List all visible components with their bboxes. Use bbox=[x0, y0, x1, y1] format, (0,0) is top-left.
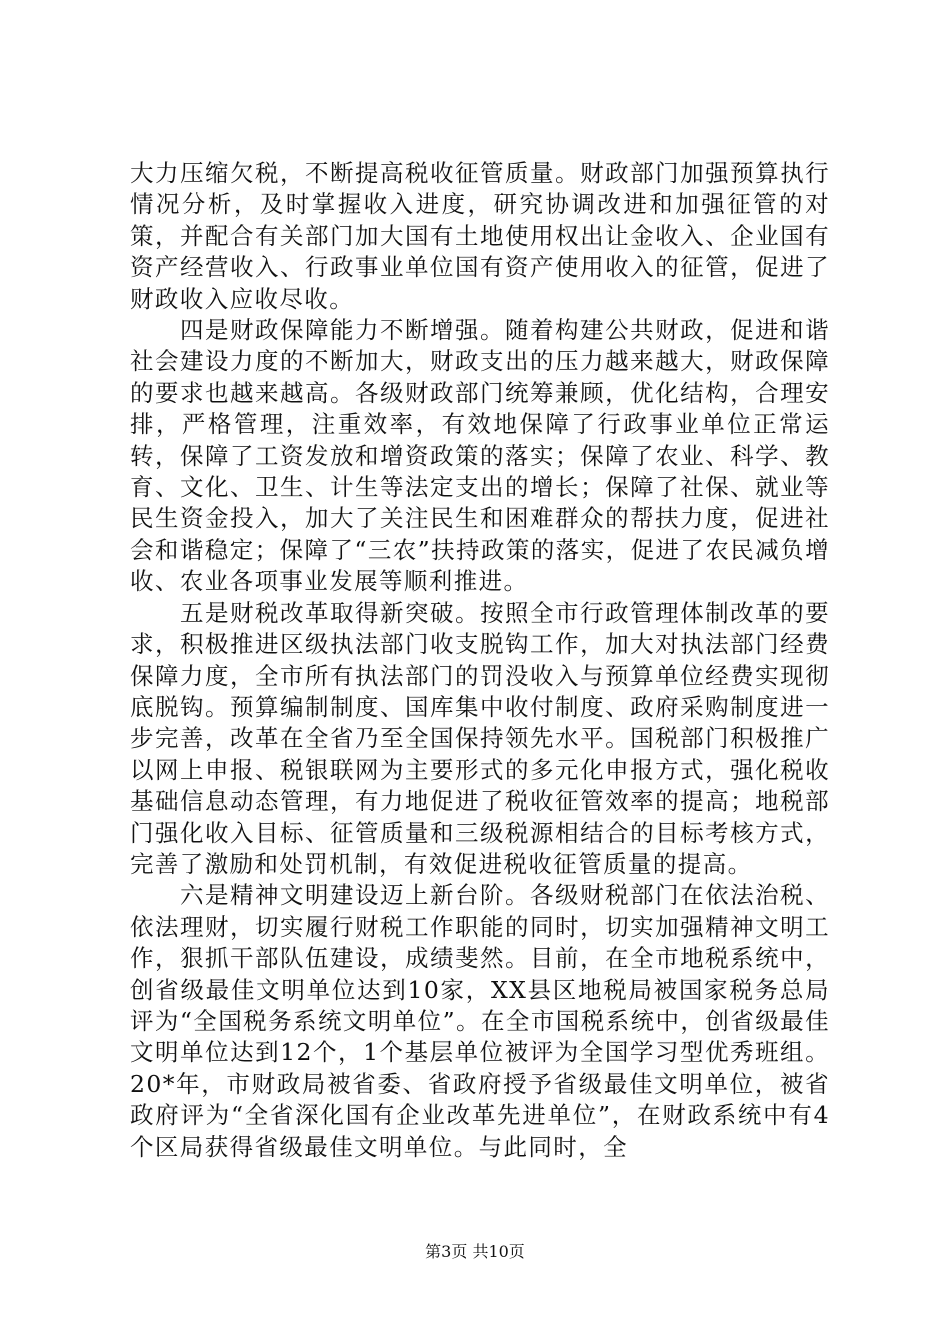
page-number-footer: 第3页 共10页 bbox=[425, 1242, 525, 1261]
paragraph-tax-reform: 五是财税改革取得新突破。按照全市行政管理体制改革的要求，积极推进区级执法部门收支脱钩工作，加大对执法部门经费保障力度，全市所有执法部门的罚没收入与预算单位经费实现彻底脱钩。预算编制制度、国库集中收付制度、政府采购制度进一步完善，改革在全省乃至全国保持领先水平。国税部门积极推广以网上申报、税银联网为主要形式的多元化申报方式，强化税收基础信息动态管理，有力地促进了税收征管效率的提高；地税部门强化收入目标、征管质量和三级税源相结合的目标考核方式，完善了激励和处罚机制，有效促进税收征管质量的提高。 bbox=[130, 598, 830, 878]
document-body bbox=[130, 158, 830, 1163]
paragraph-continuation: 大力压缩欠税，不断提高税收征管质量。财政部门加强预算执行情况分析，及时掌握收入进度，研究协调改进和加强征管的对策，并配合有关部门加大国有土地使用权出让金收入、企业国有资产经营收入、行政事业单位国有资产使用收入的征管，促进了财政收入应收尽收。 bbox=[130, 159, 830, 313]
paragraph-fiscal-guarantee: 四是财政保障能力不断增强。随着构建公共财政，促进和谐社会建设力度的不断加大，财政支出的压力越来越大，财政保障的要求也越来越高。各级财政部门统筹兼顾，优化结构，合理安排，严格管理，注重效率，有效地保障了行政事业单位正常运转，保障了工资发放和增资政策的落实；保障了农业、科学、教育、文化、卫生、计生等法定支出的增长；保障了社保、就业等民生资金投入，加大了关注民生和困难群众的帮扶力度，促进社会和谐稳定；保障了“三农”扶持政策的落实，促进了农民减负增收、农业各项事业发展等顺利推进。 bbox=[130, 316, 830, 596]
paragraph-civilization-building: 六是精神文明建设迈上新台阶。各级财税部门在依法治税、依法理财，切实履行财税工作职能的同时，切实加强精神文明工作，狠抓干部队伍建设，成绩斐然。目前，在全市地税系统中，创省级最佳文明单位达到10家，XX县区地税局被国家税务总局评为“全国税务系统文明单位”。在全市国税系统中，创省级最佳文明单位达到12个，1个基层单位被评为全国学习型优秀班组。20*年，市财政局被省委、省政府授予省级最佳文明单位，被省政府评为“全省深化国有企业改革先进单位”，在财政系统中有4个区局获得省级最佳文明单位。与此同时，全 bbox=[130, 881, 830, 1161]
